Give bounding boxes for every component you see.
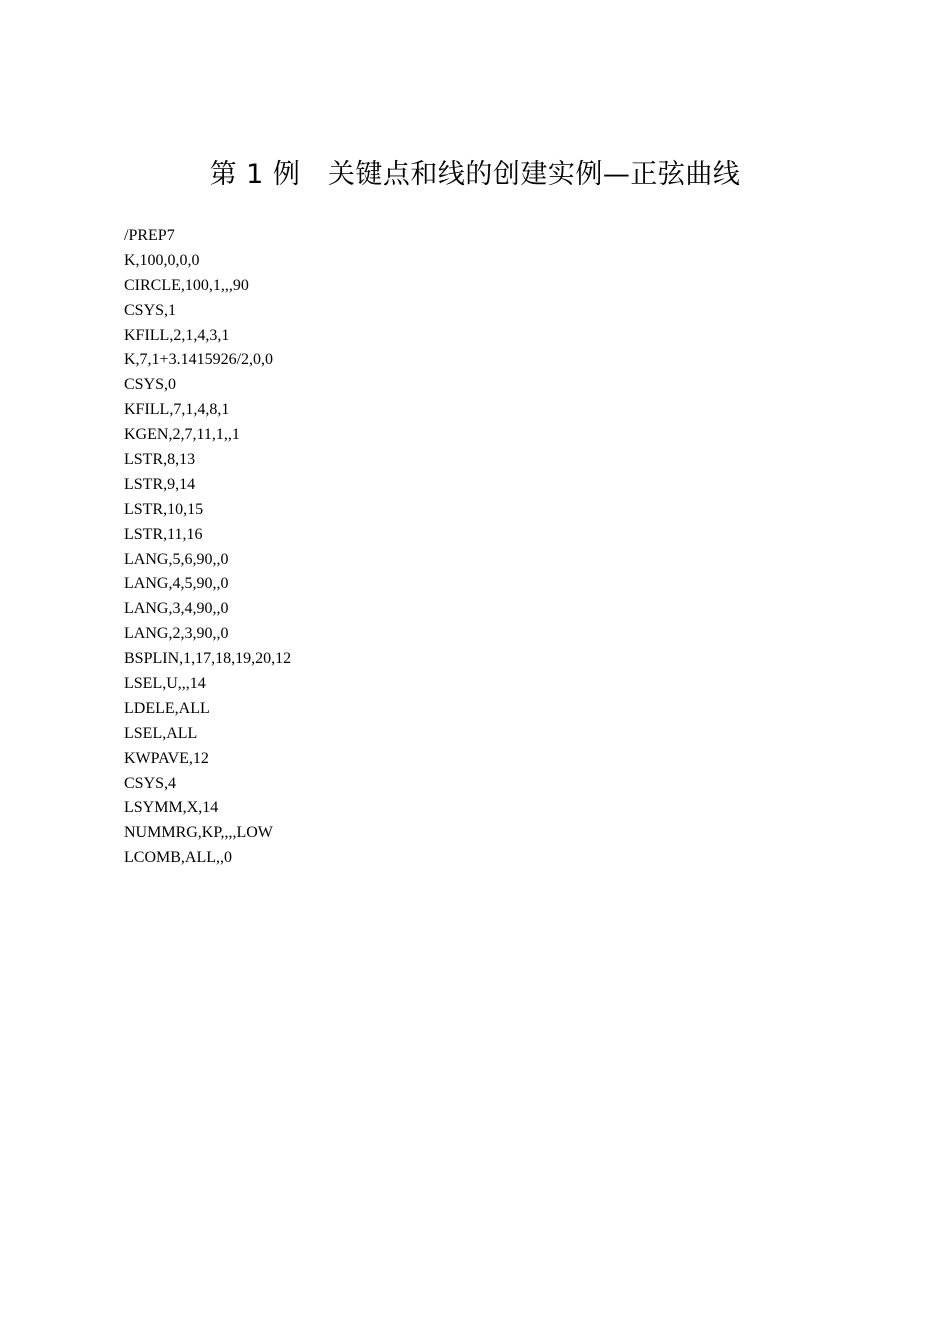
command-line: LSEL,U,,,14 <box>124 675 206 693</box>
command-line: LANG,3,4,90,,0 <box>124 600 229 618</box>
command-line: /PREP7 <box>124 227 175 244</box>
command-line: LSEL,ALL <box>124 724 198 742</box>
command-list <box>124 224 291 871</box>
page-title: 第 1 例 关键点和线的创建实例—正弦曲线 <box>209 159 741 190</box>
command-line: K,100,0,0,0 <box>124 251 200 269</box>
command-line: LCOMB,ALL,,0 <box>124 849 232 867</box>
command-line: CSYS,4 <box>124 774 177 792</box>
command-line: LSYMM,X,14 <box>124 799 219 817</box>
command-line: CIRCLE,100,1,,,90 <box>124 276 249 294</box>
command-line: LANG,2,3,90,,0 <box>124 625 229 643</box>
command-line: KFILL,2,1,4,3,1 <box>124 326 230 344</box>
command-line: LSTR,8,13 <box>124 451 196 469</box>
command-line: LSTR,11,16 <box>124 525 203 543</box>
command-line: LSTR,10,15 <box>124 500 204 518</box>
command-line: NUMMRG,KP,,,,LOW <box>124 824 273 842</box>
command-line: LDELE,ALL <box>124 699 210 717</box>
command-line: BSPLIN,1,17,18,19,20,12 <box>124 650 292 668</box>
command-line: CSYS,1 <box>124 301 177 319</box>
command-line: LANG,5,6,90,,0 <box>124 550 229 568</box>
command-line: KGEN,2,7,11,1,,1 <box>124 426 240 444</box>
command-line: LANG,4,5,90,,0 <box>124 575 229 593</box>
command-line: KWPAVE,12 <box>124 749 209 767</box>
command-line: CSYS,0 <box>124 376 177 394</box>
command-line: KFILL,7,1,4,8,1 <box>124 401 230 419</box>
command-line: LSTR,9,14 <box>124 475 196 493</box>
command-line: K,7,1+3.1415926/2,0,0 <box>124 351 274 369</box>
